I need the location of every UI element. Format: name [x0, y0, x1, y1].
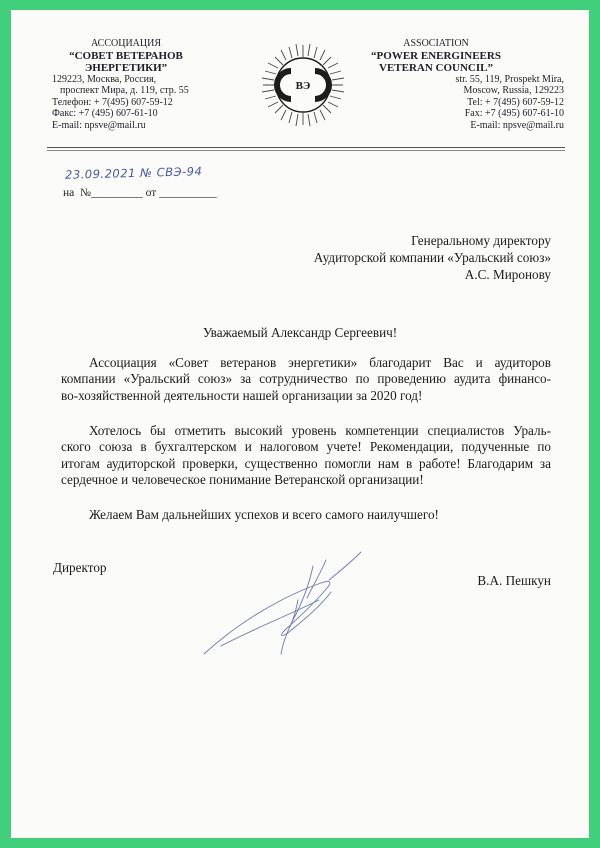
addressee-line1: Генеральному директору — [411, 233, 551, 248]
paragraph-3: Желаем Вам дальнейших успехов и всего самого наилучшего! — [89, 507, 439, 522]
paragraph-1-line: компании «Уральский союз» за сотрудничество по проведению аудита финансо- — [61, 371, 551, 387]
reference-printed-line: на №_________ от __________ — [63, 187, 217, 199]
paragraph-1 — [61, 355, 551, 404]
letterhead-ru-phone: Телефон: + 7(495) 607-59-12 — [52, 96, 173, 108]
logo-letters: ВЭ — [295, 80, 311, 92]
letterhead-ru-name-line2: ЭНЕРГЕТИКИ” — [84, 61, 168, 74]
letterhead-en — [351, 38, 564, 131]
letterhead-ru-assoc: АССОЦИАЦИЯ — [90, 38, 162, 49]
letterhead-ru-address1: 129223, Москва, Россия, — [52, 73, 157, 85]
paragraph-1-line: во-хозяйственной деятельности нашей организации за 2020 год! — [61, 387, 423, 403]
letterhead-en-address2: Moscow, Russia, 129223 — [463, 85, 564, 96]
letterhead-ru-name-line1: “СОВЕТ ВЕТЕРАНОВ — [69, 49, 183, 62]
paragraph-1-line: Ассоциация «Совет ветеранов энергетики» благодарит Вас и аудиторов — [89, 355, 551, 370]
addressee-line2: Аудиторской компании «Уральский союз» — [313, 250, 551, 265]
signatory-position: Директор — [53, 560, 107, 575]
letterhead-en-address1: str. 55, 119, Prospekt Mira, — [455, 73, 564, 85]
association-logo — [261, 43, 345, 127]
letterhead-ru-address2: проспект Мира, д. 119, стр. 55 — [60, 85, 189, 96]
letterhead-en-phone: Tel: + 7(495) 607-59-12 — [467, 96, 564, 108]
header-divider-thin — [47, 150, 565, 151]
handwritten-signature — [201, 550, 381, 660]
addressee-line3: А.С. Миронову — [464, 267, 551, 282]
paragraph-2 — [61, 423, 551, 489]
letterhead-en-name-line2: VETERAN COUNCIL” — [379, 61, 493, 74]
paragraph-2-line: сердечное и человеческое понимание Ветеранской организации! — [61, 472, 424, 488]
letter-page — [11, 10, 589, 838]
letterhead-en-assoc: ASSOCIATION — [403, 38, 469, 49]
paragraph-2-line: ского союза в бухгалтерском и налоговом учете! Рекомендации, подученные по — [61, 439, 551, 455]
letterhead-ru-fax: Факс: +7 (495) 607-61-10 — [52, 108, 158, 119]
letterhead-ru-email: E-mail: npsve@mail.ru — [52, 119, 146, 131]
header-divider — [47, 147, 565, 148]
paragraph-2-line: Хотелось бы отметить высокий уровень компетенции специалистов Ураль- — [89, 423, 551, 438]
addressee-block — [211, 232, 551, 283]
letterhead-en-name-line1: “POWER ENERGINEERS — [371, 49, 501, 62]
signatory-name: В.А. Пешкун — [477, 573, 551, 588]
letterhead-en-fax: Fax: +7 (495) 607-61-10 — [464, 108, 564, 119]
paragraph-2-line: итогам аудиторской проверки, существенно помогли нам в работе! Благодарим за — [61, 455, 551, 471]
reference-handwritten: 23.09.2021 № СВЭ-94 — [64, 164, 203, 182]
letterhead-en-email: E-mail: npsve@mail.ru — [470, 119, 564, 131]
salutation: Уважаемый Александр Сергеевич! — [202, 325, 398, 340]
letterhead-ru — [41, 38, 241, 131]
